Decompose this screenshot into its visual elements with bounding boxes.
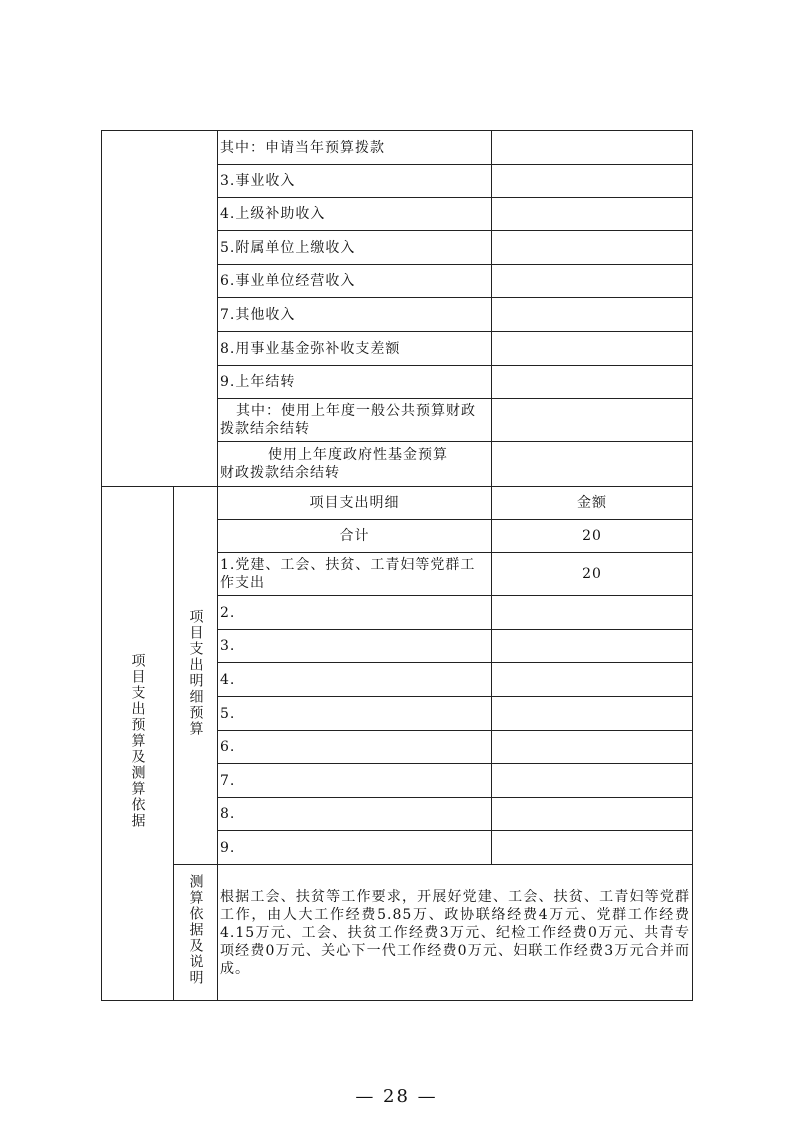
item-amount-cell xyxy=(492,596,693,630)
income-blank-cell xyxy=(102,131,218,487)
income-amount-cell xyxy=(492,366,693,399)
item-8: 8. xyxy=(218,798,492,831)
item-1-amount: 20 xyxy=(492,553,693,596)
income-row-affiliated-units: 5.附属单位上缴收入 xyxy=(218,231,492,265)
item-3: 3. xyxy=(218,630,492,663)
item-amount-cell xyxy=(492,697,693,731)
header-amount: 金额 xyxy=(492,487,693,520)
line: 其中：使用上年度一般公共预算财政 xyxy=(236,403,476,419)
item-amount-cell xyxy=(492,663,693,697)
page-number: — 28 — xyxy=(355,1086,438,1107)
header-item: 项目支出明细 xyxy=(218,487,492,520)
basis-text: 根据工会、扶贫等工作要求，开展好党建、工会、扶贫、工青妇等党群工作，由人大工作经费5.85万、政协联络经费4万元、党群工作经费4.15万元、工会、扶贫工作经费3万元、纪检工作经费0万元、共青专项经费0万元、关心下一代工作经费0万元、妇联工作经费3万元合并而成。 xyxy=(218,865,693,1001)
total-amount: 20 xyxy=(492,520,693,553)
item-6: 6. xyxy=(218,731,492,764)
income-row-operating: 6.事业单位经营收入 xyxy=(218,265,492,298)
income-row-fund-offset: 8.用事业基金弥补收支差额 xyxy=(218,332,492,366)
item-2: 2. xyxy=(218,596,492,630)
line: 作支出 xyxy=(220,575,265,591)
item-5: 5. xyxy=(218,697,492,731)
item-amount-cell xyxy=(492,831,693,865)
item-amount-cell xyxy=(492,731,693,764)
project-section-label: 项目支出预算及测算依据 xyxy=(102,487,174,1001)
income-amount-cell xyxy=(492,265,693,298)
item-amount-cell xyxy=(492,764,693,798)
item-7: 7. xyxy=(218,764,492,798)
income-row-current-year-allocation: 其中：申请当年预算拨款 xyxy=(218,131,492,165)
item-9: 9. xyxy=(218,831,492,865)
detail-budget-label: 项目支出明细预算 xyxy=(174,487,218,865)
income-amount-cell xyxy=(492,298,693,332)
line: 1.党建、工会、扶贫、工青妇等党群工 xyxy=(220,557,476,573)
item-4: 4. xyxy=(218,663,492,697)
income-amount-cell xyxy=(492,442,693,487)
income-row-superior-subsidy: 4.上级补助收入 xyxy=(218,198,492,231)
income-amount-cell xyxy=(492,399,693,442)
budget-table xyxy=(101,130,693,1001)
income-row-previous-carryover: 9.上年结转 xyxy=(218,366,492,399)
income-row-fund-budget-carryover xyxy=(218,442,492,487)
basis-label: 测算依据及说明 xyxy=(174,865,218,1001)
income-amount-cell xyxy=(492,198,693,231)
item-amount-cell xyxy=(492,798,693,831)
total-label: 合计 xyxy=(218,520,492,553)
item-1 xyxy=(218,553,492,596)
line: 财政拨款结余结转 xyxy=(220,465,340,481)
income-row-other: 7.其他收入 xyxy=(218,298,492,332)
income-row-general-budget-carryover xyxy=(218,399,492,442)
income-amount-cell xyxy=(492,165,693,198)
income-amount-cell xyxy=(492,131,693,165)
line: 拨款结余结转 xyxy=(220,421,310,437)
income-amount-cell xyxy=(492,332,693,366)
income-amount-cell xyxy=(492,231,693,265)
line: 使用上年度政府性基金预算 xyxy=(268,447,448,463)
income-row-business: 3.事业收入 xyxy=(218,165,492,198)
item-amount-cell xyxy=(492,630,693,663)
